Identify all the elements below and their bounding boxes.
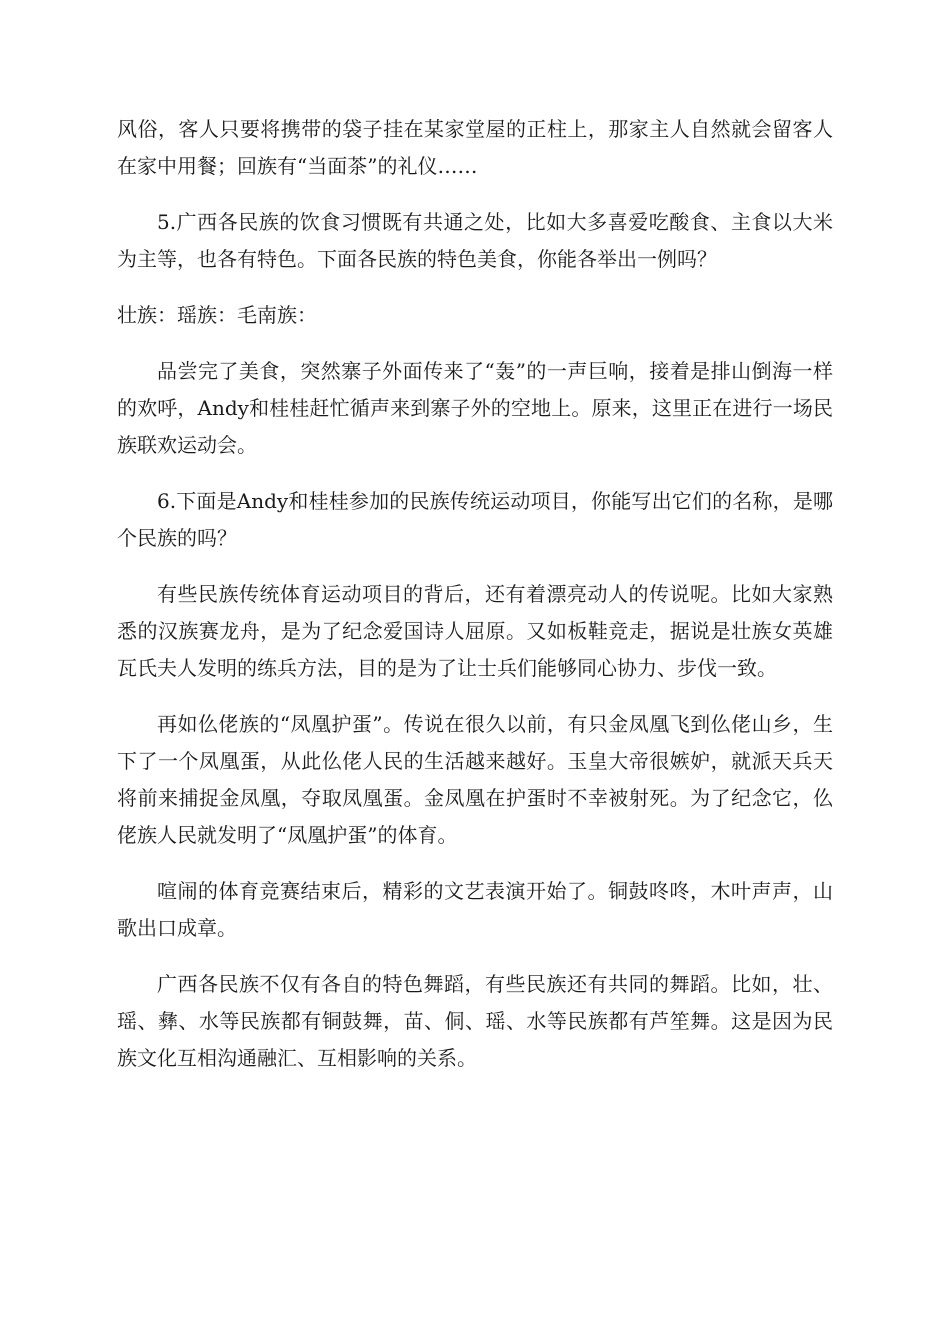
paragraph-sports-meeting: 品尝完了美食，突然寨子外面传来了“轰”的一声巨响，接着是排山倒海一样的欢呼，Andy和桂桂赶忙循声来到寨子外的空地上。原来，这里正在进行一场民族联欢运动会。 [117,359,833,457]
paragraph-performance: 喧闹的体育竞赛结束后，精彩的文艺表演开始了。铜鼓咚咚，木叶声声，山歌出口成章。 [117,879,833,940]
question-6: 6.下面是Andy和桂桂参加的民族传统运动项目，你能写出它们的名称，是哪个民族的吗？ [117,489,833,550]
answer-line-ethnic-groups: 壮族：瑶族：毛南族： [117,303,317,327]
document-page [117,111,833,1096]
paragraph-dances: 广西各民族不仅有各自的特色舞蹈，有些民族还有共同的舞蹈。比如，壮、瑶、彝、水等民族都有铜鼓舞，苗、侗、瑶、水等民族都有芦笙舞。这是因为民族文化互相沟通融汇、互相影响的关系。 [117,972,833,1070]
question-5: 5.广西各民族的饮食习惯既有共通之处，比如大多喜爱吃酸食、主食以大米为主等，也各有特色。下面各民族的特色美食，你能各举出一例吗？ [117,210,833,271]
paragraph-phoenix-egg: 再如仫佬族的“凤凰护蛋”。传说在很久以前，有只金凤凰飞到仫佬山乡，生下了一个凤凰蛋，从此仫佬人民的生活越来越好。玉皇大帝很嫉妒，就派天兵天将前来捕捉金凤凰，夺取凤凰蛋。金凤凰在护蛋时不幸被射死。为了纪念它，仫佬族人民就发明了“凤凰护蛋”的体育。 [117,712,833,847]
paragraph-sports-legends: 有些民族传统体育运动项目的背后，还有着漂亮动人的传说呢。比如大家熟悉的汉族赛龙舟，是为了纪念爱国诗人屈原。又如板鞋竞走，据说是壮族女英雄瓦氏夫人发明的练兵方法，目的是为了让士兵们能够同心协力、步伐一致。 [117,582,833,680]
paragraph-customs-continued: 风俗，客人只要将携带的袋子挂在某家堂屋的正柱上，那家主人自然就会留客人在家中用餐；回族有“当面茶”的礼仪…… [117,117,833,178]
